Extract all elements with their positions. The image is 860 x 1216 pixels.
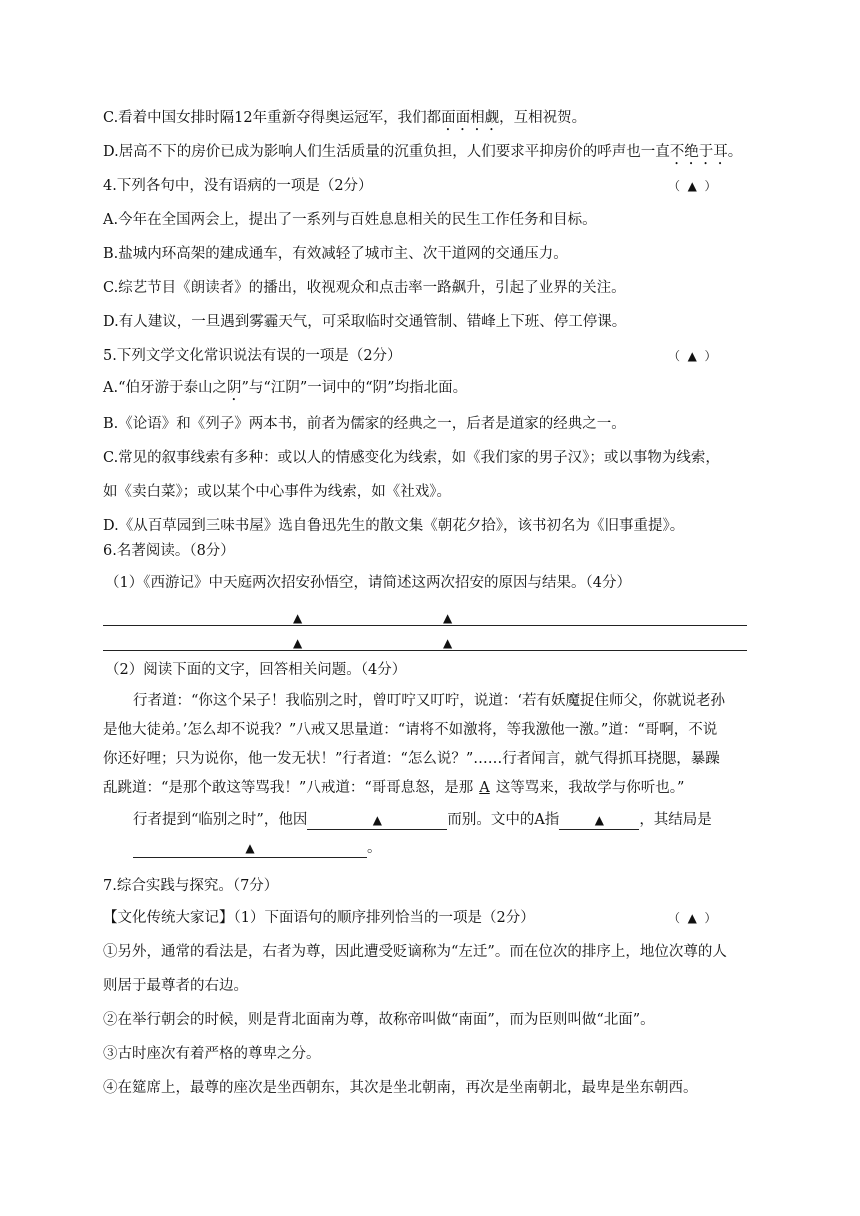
q3-option-c xyxy=(103,108,586,134)
q5-option-b: B.《论语》和《列子》两本书，前者为儒家的经典之一，后者是道家的经典之一。 xyxy=(103,416,626,432)
q7-answer-triangle: ▲ xyxy=(687,911,697,925)
q7-sentence-1-line1: ①另外，通常的看法是，右者为尊，因此遭受贬谪称为“左迁”。而在位次的排序上，地位次尊的人 xyxy=(103,944,727,960)
q4-option-c: C.综艺节目《朗读者》的播出，收视观众和点击率一路飙升，引起了业界的关注。 xyxy=(103,280,626,296)
q4-answer-bracket xyxy=(668,176,717,196)
q6-passage-line-2: 是他大徒弟。’怎么却不说我？”八戒又思量道：“请将不如激将，等我激他一激。”道：“哥啊，不说 xyxy=(103,722,718,738)
q6-passage-line-4-pre: 乱跳道：“是那个敢这等骂我！”八戒道：“哥哥息怒，是那 xyxy=(103,780,474,796)
q6-answer-mark-1: ▲ xyxy=(293,611,303,625)
q4-bracket-close: ） xyxy=(704,179,717,193)
q6-fill-text-4: 。 xyxy=(367,840,382,856)
q7-sentence-4: ④在筵席上，最尊的座次是坐西朝东，其次是坐北朝南，再次是坐南朝北，最卑是坐东朝西。 xyxy=(103,1080,698,1096)
q5-option-a xyxy=(103,378,467,404)
q4-bracket-open: （ xyxy=(668,179,681,193)
q6-passage-line-1: 行者道：“你这个呆子！我临别之时，曾叮咛又叮咛，说道：‘若有妖魔捉住师父，你就说老孙 xyxy=(133,693,726,709)
q7-bracket-close: ） xyxy=(704,911,717,925)
q6-fill-line-1 xyxy=(133,810,712,830)
q6-fill-mark-2: ▲ xyxy=(594,813,604,827)
q5-stem: 5.下列文学文化常识说法有误的一项是（2分） xyxy=(103,348,402,364)
q3-option-c-emphasis: 面面相觑 xyxy=(441,110,500,126)
q6-passage-blank-A: A xyxy=(479,780,490,796)
q5-option-a-emphasis: 阴 xyxy=(227,380,242,396)
q5-bracket-open: （ xyxy=(668,349,681,363)
q7-sentence-1-line2: 则居于最尊者的右边。 xyxy=(103,978,248,994)
q6-passage-line-4 xyxy=(103,778,684,798)
q6-part2-question: （2）阅读下面的文字，回答相关问题。（4分） xyxy=(105,662,407,678)
q4-stem: 4.下列各句中，没有语病的一项是（2分） xyxy=(103,178,373,194)
q6-answer-line-1 xyxy=(103,625,747,626)
q6-answer-line-2 xyxy=(103,650,747,651)
q5-answer-bracket xyxy=(668,346,717,366)
q3-option-d-emphasis: 不绝于耳 xyxy=(669,144,728,160)
q6-fill-text-2: 而别。文中的A指 xyxy=(447,812,560,828)
q5-answer-triangle: ▲ xyxy=(687,349,697,363)
q6-fill-text-3: ，其结局是 xyxy=(639,812,712,828)
q3-option-c-tail: ，互相祝贺。 xyxy=(499,110,587,126)
q5-option-c-line1: C.常见的叙事线索有多种：或以人的情感变化为线索，如《我们家的男子汉》；或以事物为线索， xyxy=(103,450,720,466)
q4-option-d: D.有人建议，一旦遇到雾霾天气，可采取临时交通管制、错峰上下班、停工停课。 xyxy=(103,314,627,330)
q5-option-a-pre: A.“伯牙游于泰山之 xyxy=(103,380,227,396)
q5-option-c-line2: 如《卖白菜》；或以某个中心事件为线索，如《社戏》。 xyxy=(103,484,451,500)
q5-option-d: D.《从百草园到三味书屋》选自鲁迅先生的散文集《朝花夕拾》，该书初名为《旧事重提》。 xyxy=(103,518,685,534)
q7-sentence-3: ③古时座次有着严格的尊卑之分。 xyxy=(103,1046,321,1062)
q7-sub1: 【文化传统大家记】（1）下面语句的顺序排列恰当的一项是（2分） xyxy=(103,910,535,926)
q7-bracket-open: （ xyxy=(668,911,681,925)
q6-fill-mark-3: ▲ xyxy=(245,841,255,855)
q3-option-d xyxy=(103,142,742,168)
q6-answer-mark-4: ▲ xyxy=(443,636,453,650)
q6-fill-blank-reason[interactable] xyxy=(307,812,447,830)
q6-fill-line-2 xyxy=(133,838,382,858)
q6-part1-question: （1）《西游记》中天庭两次招安孙悟空，请简述这两次招安的原因与结果。（4分） xyxy=(105,575,631,591)
q6-fill-text-1: 行者提到“临别之时”，他因 xyxy=(133,812,308,828)
q4-option-a: A.今年在全国两会上，提出了一系列与百姓息息相关的民生工作任务和目标。 xyxy=(103,212,597,228)
q4-option-b: B.盐城内环高架的建成通车，有效减轻了城市主、次干道网的交通压力。 xyxy=(103,246,568,262)
q6-stem: 6.名著阅读。（8分） xyxy=(103,543,235,559)
q4-answer-triangle: ▲ xyxy=(687,179,697,193)
q5-option-a-post: ”与“江阴”一词中的“阴”均指北面。 xyxy=(241,380,468,396)
q3-option-d-text: D.居高不下的房价已成为影响人们生活质量的沉重负担，人们要求平抑房价的呼声也一直 xyxy=(103,144,670,160)
q6-fill-mark-1: ▲ xyxy=(372,813,382,827)
q6-answer-mark-2: ▲ xyxy=(443,611,453,625)
q6-answer-mark-3: ▲ xyxy=(293,636,303,650)
q7-stem: 7.综合实践与探究。（7分） xyxy=(103,878,279,894)
q3-option-c-text: C.看着中国女排时隔12年重新夺得奥运冠军，我们都 xyxy=(103,110,442,126)
q6-fill-blank-A[interactable] xyxy=(559,812,639,830)
q6-passage-line-4-post: 这等骂来，我故学与你听也。” xyxy=(495,780,685,796)
q6-passage-line-3: 你还好哩；只为说你，他一发无状！”行者道：“怎么说？”……行者闻言，就气得抓耳挠腮，暴躁 xyxy=(103,751,720,767)
q6-fill-blank-result[interactable] xyxy=(133,840,367,858)
q7-sentence-2: ②在举行朝会的时候，则是背北面南为尊，故称帝叫做“南面”，而为臣则叫做“北面”。 xyxy=(103,1012,655,1028)
q7-answer-bracket xyxy=(668,908,717,928)
q5-bracket-close: ） xyxy=(704,349,717,363)
q3-option-d-tail: 。 xyxy=(727,144,743,160)
